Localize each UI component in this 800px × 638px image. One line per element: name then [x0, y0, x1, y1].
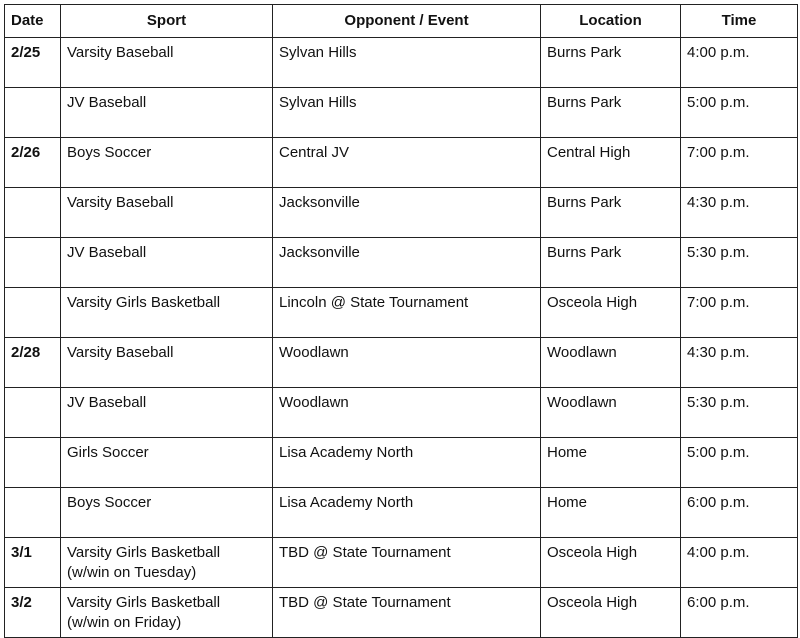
sport-name: Boys Soccer [67, 494, 152, 511]
location-cell: Home [541, 438, 681, 488]
schedule-table [4, 4, 798, 638]
location-cell: Central High [541, 138, 681, 188]
table-row [5, 188, 798, 238]
table-row [5, 38, 798, 88]
table-row [5, 338, 798, 388]
opponent-cell: Woodlawn [273, 388, 541, 438]
time-cell: 7:00 p.m. [681, 138, 798, 188]
sport-cell [61, 588, 273, 638]
date-cell: 2/26 [5, 138, 61, 188]
sport-name: JV Baseball [67, 394, 147, 411]
location-cell: Home [541, 488, 681, 538]
sport-note: (w/win on Tuesday) [67, 564, 197, 581]
table-row [5, 138, 798, 188]
sport-name: JV Baseball [67, 244, 147, 261]
header-date: Date [5, 5, 61, 38]
opponent-cell: TBD @ State Tournament [273, 538, 541, 588]
date-cell [5, 438, 61, 488]
time-cell: 7:00 p.m. [681, 288, 798, 338]
date-cell: 3/1 [5, 538, 61, 588]
date-cell [5, 388, 61, 438]
time-cell: 5:30 p.m. [681, 238, 798, 288]
header-location: Location [541, 5, 681, 38]
sport-cell [61, 288, 273, 338]
header-opponent: Opponent / Event [273, 5, 541, 38]
location-cell: Osceola High [541, 288, 681, 338]
date-cell [5, 88, 61, 138]
sport-cell [61, 388, 273, 438]
location-cell: Woodlawn [541, 388, 681, 438]
sport-cell [61, 438, 273, 488]
time-cell: 5:30 p.m. [681, 388, 798, 438]
opponent-cell: Lisa Academy North [273, 438, 541, 488]
sport-cell [61, 188, 273, 238]
sport-cell [61, 538, 273, 588]
table-row [5, 588, 798, 638]
time-cell: 4:00 p.m. [681, 38, 798, 88]
table-row [5, 388, 798, 438]
header-time: Time [681, 5, 798, 38]
opponent-cell: TBD @ State Tournament [273, 588, 541, 638]
sport-name: Varsity Girls Basketball [67, 544, 221, 561]
time-cell: 5:00 p.m. [681, 88, 798, 138]
date-cell [5, 238, 61, 288]
date-cell [5, 188, 61, 238]
time-cell: 4:30 p.m. [681, 188, 798, 238]
time-cell: 5:00 p.m. [681, 438, 798, 488]
sport-name: Boys Soccer [67, 144, 152, 161]
sport-name: Varsity Baseball [67, 44, 174, 61]
sport-name: JV Baseball [67, 94, 147, 111]
table-row [5, 438, 798, 488]
sport-name: Girls Soccer [67, 444, 149, 461]
opponent-cell: Lincoln @ State Tournament [273, 288, 541, 338]
sport-name: Varsity Baseball [67, 344, 174, 361]
table-row [5, 488, 798, 538]
sport-note: (w/win on Friday) [67, 614, 182, 631]
opponent-cell: Jacksonville [273, 188, 541, 238]
location-cell: Burns Park [541, 238, 681, 288]
opponent-cell: Sylvan Hills [273, 88, 541, 138]
table-row [5, 238, 798, 288]
table-row [5, 88, 798, 138]
sport-name: Varsity Girls Basketball [67, 594, 221, 611]
location-cell: Osceola High [541, 538, 681, 588]
schedule-body [5, 38, 798, 638]
sport-cell [61, 238, 273, 288]
sport-cell [61, 488, 273, 538]
time-cell: 6:00 p.m. [681, 488, 798, 538]
time-cell: 4:30 p.m. [681, 338, 798, 388]
date-cell: 2/28 [5, 338, 61, 388]
sport-cell [61, 88, 273, 138]
opponent-cell: Sylvan Hills [273, 38, 541, 88]
table-row [5, 288, 798, 338]
table-row [5, 538, 798, 588]
sport-cell [61, 138, 273, 188]
header-sport: Sport [61, 5, 273, 38]
date-cell: 2/25 [5, 38, 61, 88]
opponent-cell: Central JV [273, 138, 541, 188]
sport-cell [61, 338, 273, 388]
location-cell: Burns Park [541, 188, 681, 238]
location-cell: Woodlawn [541, 338, 681, 388]
time-cell: 6:00 p.m. [681, 588, 798, 638]
date-cell: 3/2 [5, 588, 61, 638]
sport-name: Varsity Girls Basketball [67, 294, 221, 311]
header-row [5, 5, 798, 38]
time-cell: 4:00 p.m. [681, 538, 798, 588]
sport-name: Varsity Baseball [67, 194, 174, 211]
opponent-cell: Jacksonville [273, 238, 541, 288]
opponent-cell: Lisa Academy North [273, 488, 541, 538]
date-cell [5, 488, 61, 538]
opponent-cell: Woodlawn [273, 338, 541, 388]
date-cell [5, 288, 61, 338]
location-cell: Osceola High [541, 588, 681, 638]
location-cell: Burns Park [541, 38, 681, 88]
sport-cell [61, 38, 273, 88]
location-cell: Burns Park [541, 88, 681, 138]
